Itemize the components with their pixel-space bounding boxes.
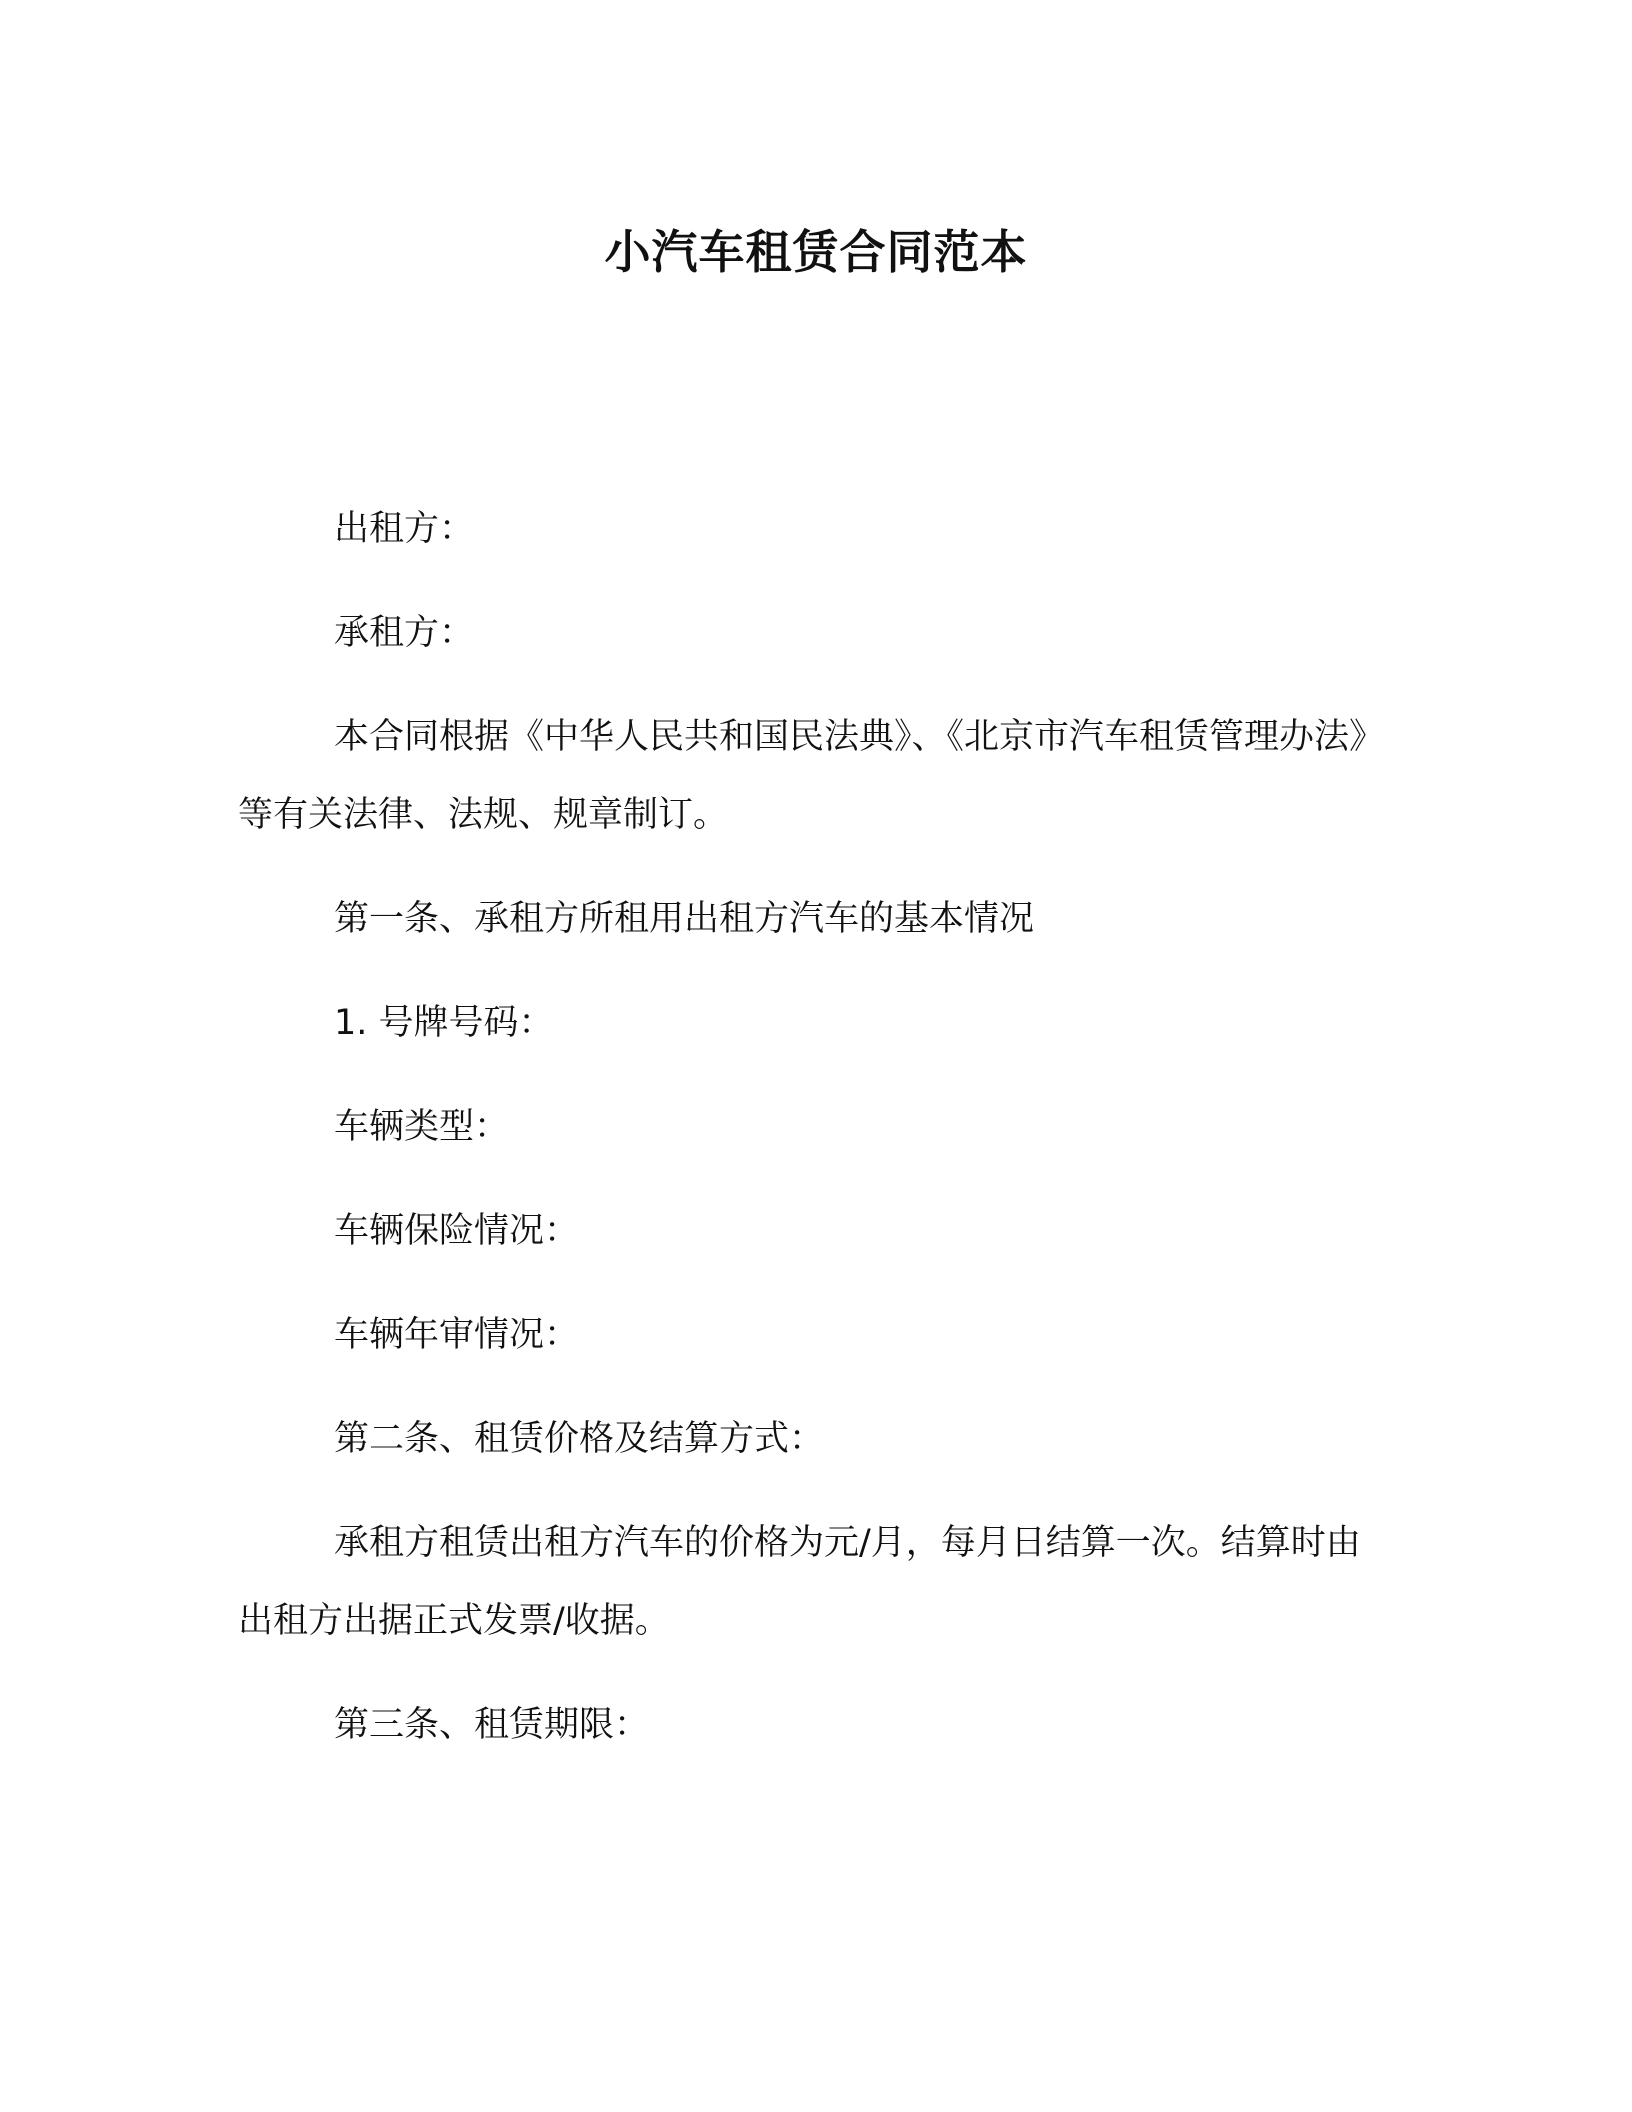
article-1-heading: 第一条、承租方所租用出租方汽车的基本情况 xyxy=(334,899,1035,939)
lessee-line: 承租方： xyxy=(334,613,475,653)
price-settlement-paragraph: 承租方租赁出租方汽车的价格为元/月，每月日结算一次。结算时由出租方出据正式发票/收据。 xyxy=(238,1523,1361,1641)
article-3-heading: 第三条、租赁期限： xyxy=(334,1705,650,1745)
annual-inspection-line: 车辆年审情况： xyxy=(334,1315,580,1355)
document-body xyxy=(238,490,1378,1790)
lessor-line: 出租方： xyxy=(334,509,475,549)
plate-number-line: 1. 号牌号码： xyxy=(334,1003,554,1043)
legal-basis-paragraph: 本合同根据《中华人民共和国民法典》、《北京市汽车租赁管理办法》等有关法律、法规、规章制订。 xyxy=(238,717,1367,835)
insurance-status-line: 车辆保险情况： xyxy=(334,1211,580,1251)
article-2-heading: 第二条、租赁价格及结算方式： xyxy=(334,1419,825,1459)
document-title: 小汽车租赁合同范本 xyxy=(604,225,1028,279)
vehicle-type-line: 车辆类型： xyxy=(334,1107,510,1147)
